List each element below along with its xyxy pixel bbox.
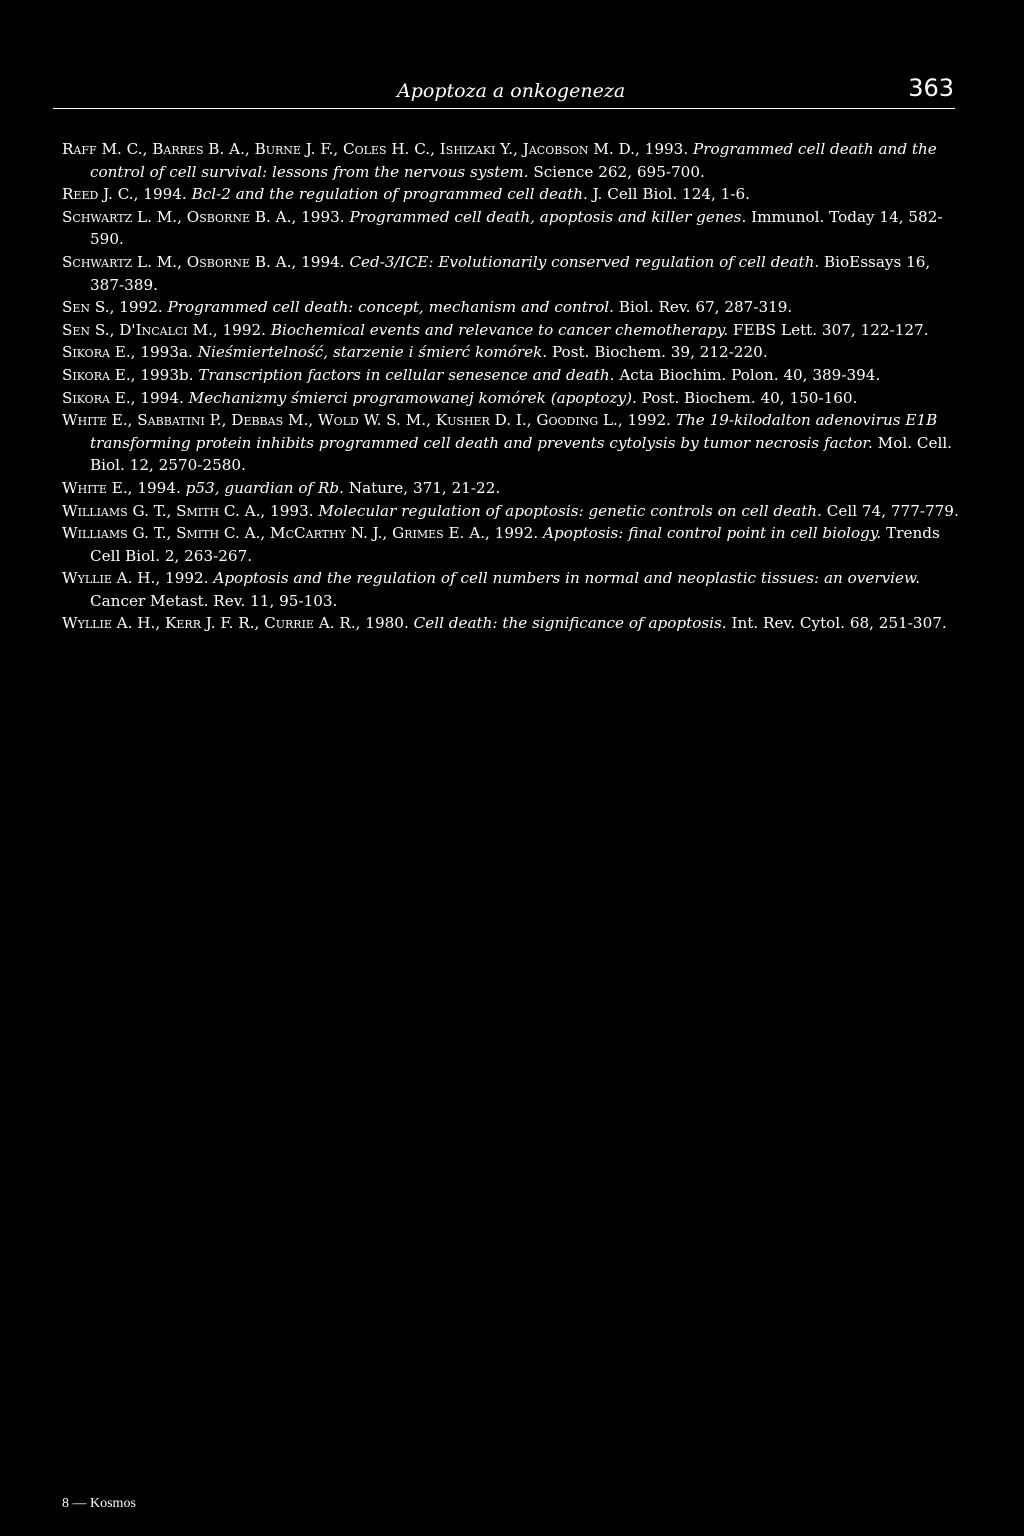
reference-authors: Raff M. C., Barres B. A., Burne J. F., Coles H. C., Ishizaki Y., Jacobson M. D. <box>62 140 636 158</box>
reference-source: Trends Cell Biol. 2, 263-267. <box>90 524 940 565</box>
reference-title: Biochemical events and relevance to cancer chemotherapy. <box>270 320 729 339</box>
reference-entry <box>62 183 962 206</box>
reference-entry <box>62 319 962 342</box>
reference-source: Science 262, 695-700. <box>528 162 705 181</box>
reference-year: , 1993b. <box>130 365 199 384</box>
reference-authors: Williams G. T., Smith C. A., McCarthy N. J., Grimes E. A. <box>62 524 486 543</box>
reference-year: , 1992. <box>109 298 168 317</box>
reference-year: , 1994. <box>130 388 189 407</box>
reference-title: Bcl-2 and the regulation of programmed cell death. <box>191 185 588 204</box>
reference-source: Cancer Metast. Rev. 11, 95-103. <box>90 591 338 610</box>
reference-title: Apoptosis: final control point in cell biology. <box>543 524 882 543</box>
reference-authors: Sikora E. <box>62 388 131 407</box>
reference-entry <box>62 138 962 183</box>
reference-source: Acta Biochim. Polon. 40, 389-394. <box>614 365 881 384</box>
reference-title: Nieśmiertelność, starzenie i śmierć komórek. <box>197 343 548 362</box>
reference-title: Programmed cell death: concept, mechanism and control. <box>167 298 614 317</box>
reference-entry <box>62 364 962 387</box>
reference-entry <box>62 387 962 410</box>
reference-title: The 19-kilodalton adenovirus E1B transforming protein inhibits programmed cell death and prevents cytolysis by tumor necrosis factor. <box>90 411 938 452</box>
reference-authors: Reed J. C. <box>62 185 134 204</box>
reference-authors: Wyllie A. H., Kerr J. F. R., Currie A. R. <box>62 614 356 633</box>
reference-entry <box>62 251 962 296</box>
reference-authors: Schwartz L. M., Osborne B. A. <box>62 207 292 226</box>
reference-year: , 1992. <box>155 569 214 588</box>
reference-year: , 1993. <box>635 140 693 158</box>
reference-year: , 1992. <box>212 320 271 339</box>
page-header <box>53 76 955 109</box>
reference-authors: Sen S. <box>62 298 110 317</box>
reference-entry <box>62 522 962 567</box>
reference-entry <box>62 341 962 364</box>
reference-year: , 1992. <box>617 411 676 430</box>
reference-source: FEBS Lett. 307, 122-127. <box>728 320 929 339</box>
reference-source: BioEssays 16, 387-389. <box>90 252 931 294</box>
page-footer: 8 — Kosmos <box>62 1496 136 1511</box>
reference-title: Apoptosis and the regulation of cell numbers in normal and neoplastic tissues: an overview. <box>213 569 921 588</box>
reference-title: Programmed cell death and the control of cell survival: lessons from the nervous system. <box>90 140 937 181</box>
reference-authors: Wyllie A. H. <box>62 569 156 588</box>
reference-source: Post. Biochem. 39, 212-220. <box>547 343 768 362</box>
reference-authors: White E., Sabbatini P., Debbas M., Wold W. S. M., Kusher D. I., Gooding L. <box>62 411 618 430</box>
reference-year: , 1994. <box>127 478 186 497</box>
reference-year: , 1993. <box>260 501 319 520</box>
reference-title: p53, guardian of Rb. <box>185 478 344 497</box>
reference-authors: Sikora E. <box>62 365 131 384</box>
reference-title: Mechanizmy śmierci programowanej komórek (apoptozy). <box>188 388 637 407</box>
reference-year: , 1994. <box>291 252 350 271</box>
reference-entry <box>62 296 962 319</box>
reference-source: Mol. Cell. Biol. 12, 2570-2580. <box>90 433 952 475</box>
reference-year: , 1993. <box>291 207 350 226</box>
reference-title: Molecular regulation of apoptosis: genetic controls on cell death. <box>318 501 822 520</box>
reference-entry <box>62 409 962 477</box>
reference-source: Int. Rev. Cytol. 68, 251-307. <box>726 614 947 633</box>
page-number: 363 <box>908 74 954 102</box>
reference-entry <box>62 500 962 523</box>
reference-source: Immunol. Today 14, 582-590. <box>90 207 943 249</box>
reference-title: Transcription factors in cellular senesence and death. <box>198 365 615 384</box>
running-title: Apoptoza a onkogeneza <box>397 80 626 102</box>
reference-title: Ced-3/ICE: Evolutionarily conserved regulation of cell death. <box>349 252 820 271</box>
reference-source: Post. Biochem. 40, 150-160. <box>636 388 858 407</box>
reference-authors: Sen S., D'Incalci M. <box>62 320 213 339</box>
reference-title: Cell death: the significance of apoptosis. <box>413 614 727 633</box>
reference-source: J. Cell Biol. 124, 1-6. <box>587 185 750 204</box>
reference-year: , 1993a. <box>130 343 198 362</box>
reference-authors: Williams G. T., Smith C. A. <box>62 501 261 520</box>
reference-entry <box>62 567 962 612</box>
reference-entry <box>62 477 962 500</box>
reference-entry <box>62 206 962 251</box>
reference-title: Programmed cell death, apoptosis and killer genes. <box>349 207 747 226</box>
reference-source: Nature, 371, 21-22. <box>343 478 501 497</box>
reference-source: Biol. Rev. 67, 287-319. <box>613 298 793 317</box>
reference-entry <box>62 612 962 635</box>
reference-year: , 1994. <box>133 185 192 204</box>
reference-authors: Schwartz L. M., Osborne B. A. <box>62 252 292 271</box>
reference-list <box>62 138 962 635</box>
reference-year: , 1980. <box>355 614 414 633</box>
reference-authors: Sikora E. <box>62 343 131 362</box>
reference-year: , 1992. <box>485 524 543 543</box>
reference-source: Cell 74, 777-779. <box>821 501 959 520</box>
reference-authors: White E. <box>62 478 128 497</box>
